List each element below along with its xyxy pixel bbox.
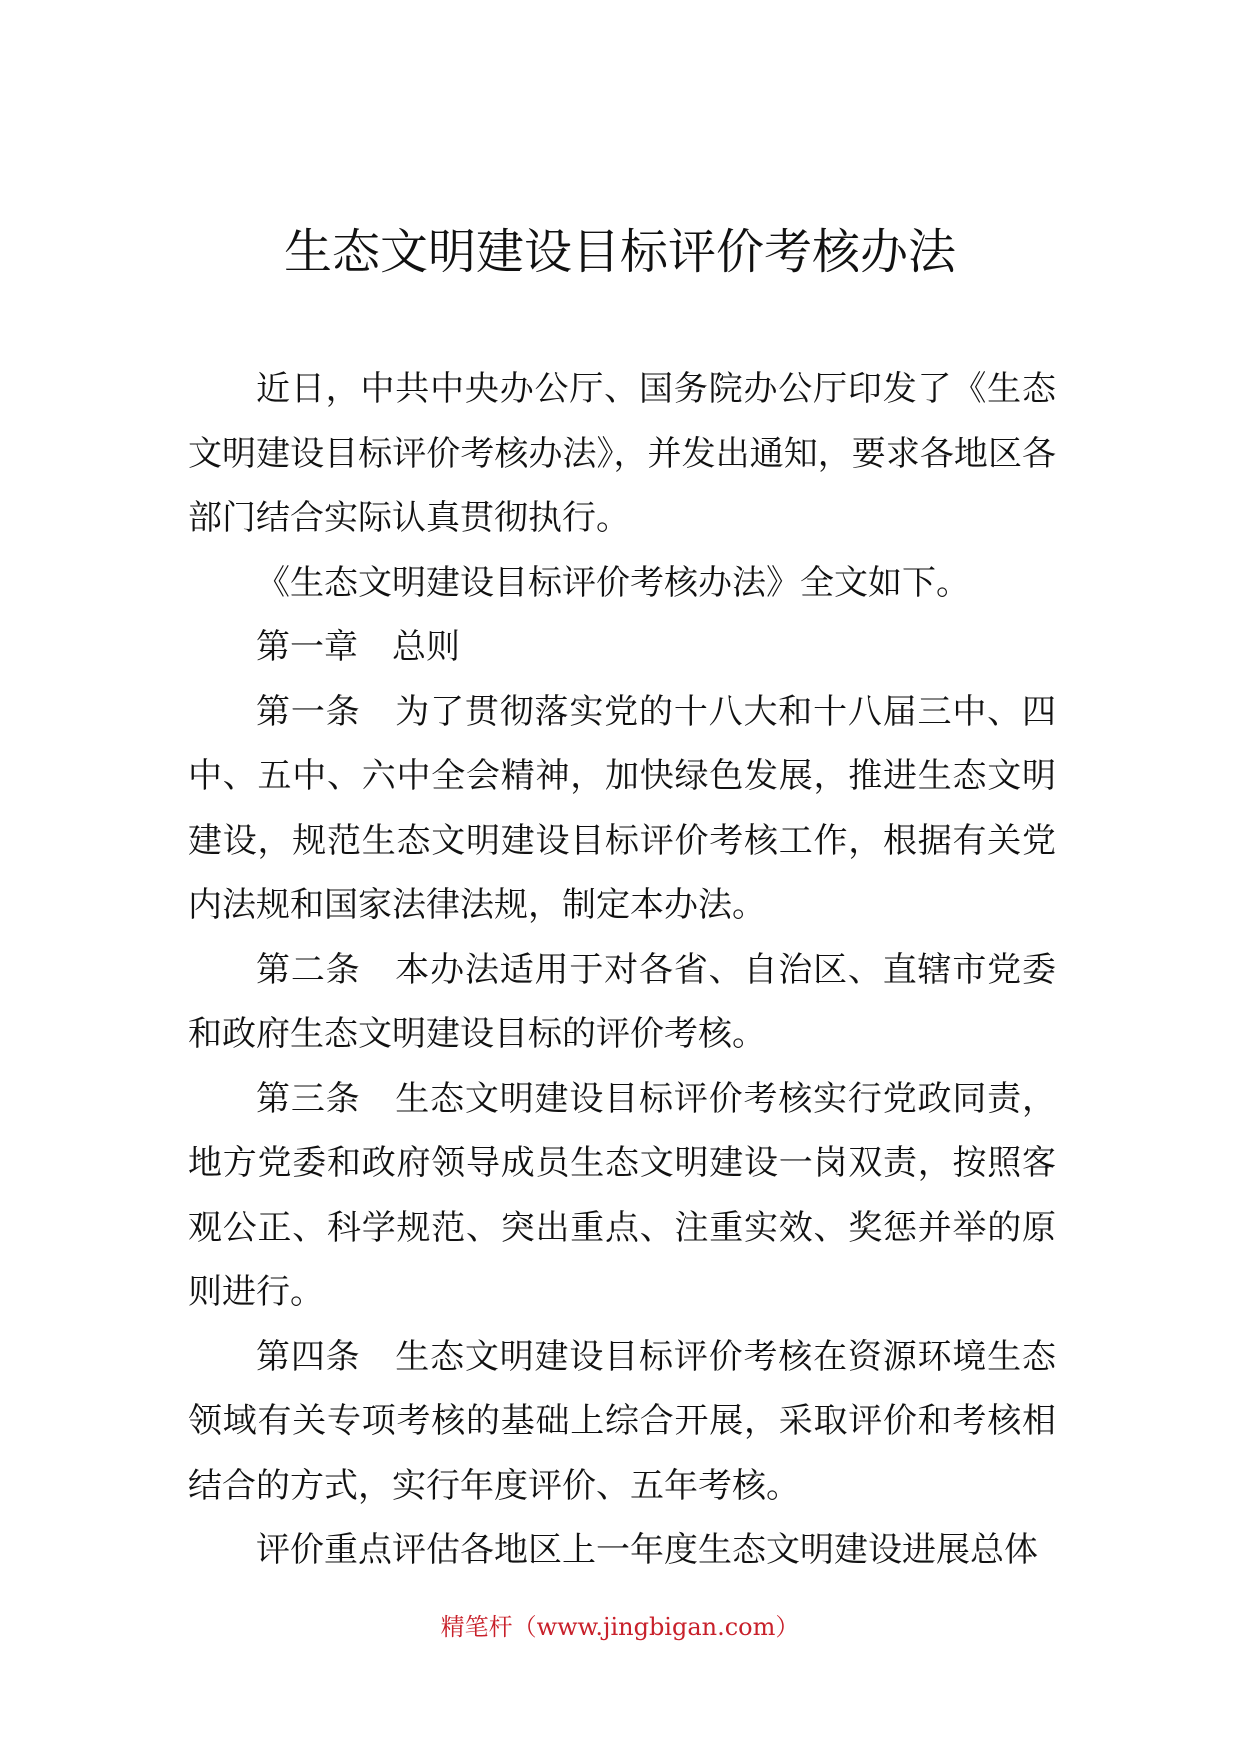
- paragraph-evaluation: 评价重点评估各地区上一年度生态文明建设进展总体: [256, 1530, 1038, 1570]
- document-title: 生态文明建设目标评价考核办法: [283, 224, 956, 280]
- paragraph-intro: 近日，中共中央办公厅、国务院办公厅印发了《生态文明建设目标评价考核办法》，并发出通知，要求各地区各部门结合实际认真贯彻执行。: [188, 369, 1056, 538]
- article-1: 第一条 为了贯彻落实党的十八大和十八届三中、四中、五中、六中全会精神，加快绿色发展，推进生态文明建设，规范生态文明建设目标评价考核工作，根据有关党内法规和国家法律法规，制定本办法。: [188, 691, 1056, 925]
- footer-watermark: 精笔杆（www.jingbigan.com）: [440, 1613, 800, 1641]
- article-4: 第四条 生态文明建设目标评价考核在资源环境生态领域有关专项考核的基础上综合开展，采取评价和考核相结合的方式，实行年度评价、五年考核。: [188, 1336, 1056, 1506]
- document-body: [188, 357, 1056, 1583]
- article-3: 第三条 生态文明建设目标评价考核实行党政同责，地方党委和政府领导成员生态文明建设一岗双责，按照客观公正、科学规范、突出重点、注重实效、奖惩并举的原则进行。: [188, 1078, 1056, 1312]
- paragraph-fulltext-note: 《生态文明建设目标评价考核办法》全文如下。: [256, 562, 970, 603]
- chapter-heading: 第一章 总则: [256, 627, 460, 667]
- article-2: 第二条 本办法适用于对各省、自治区、直辖市党委和政府生态文明建设目标的评价考核。: [188, 949, 1056, 1054]
